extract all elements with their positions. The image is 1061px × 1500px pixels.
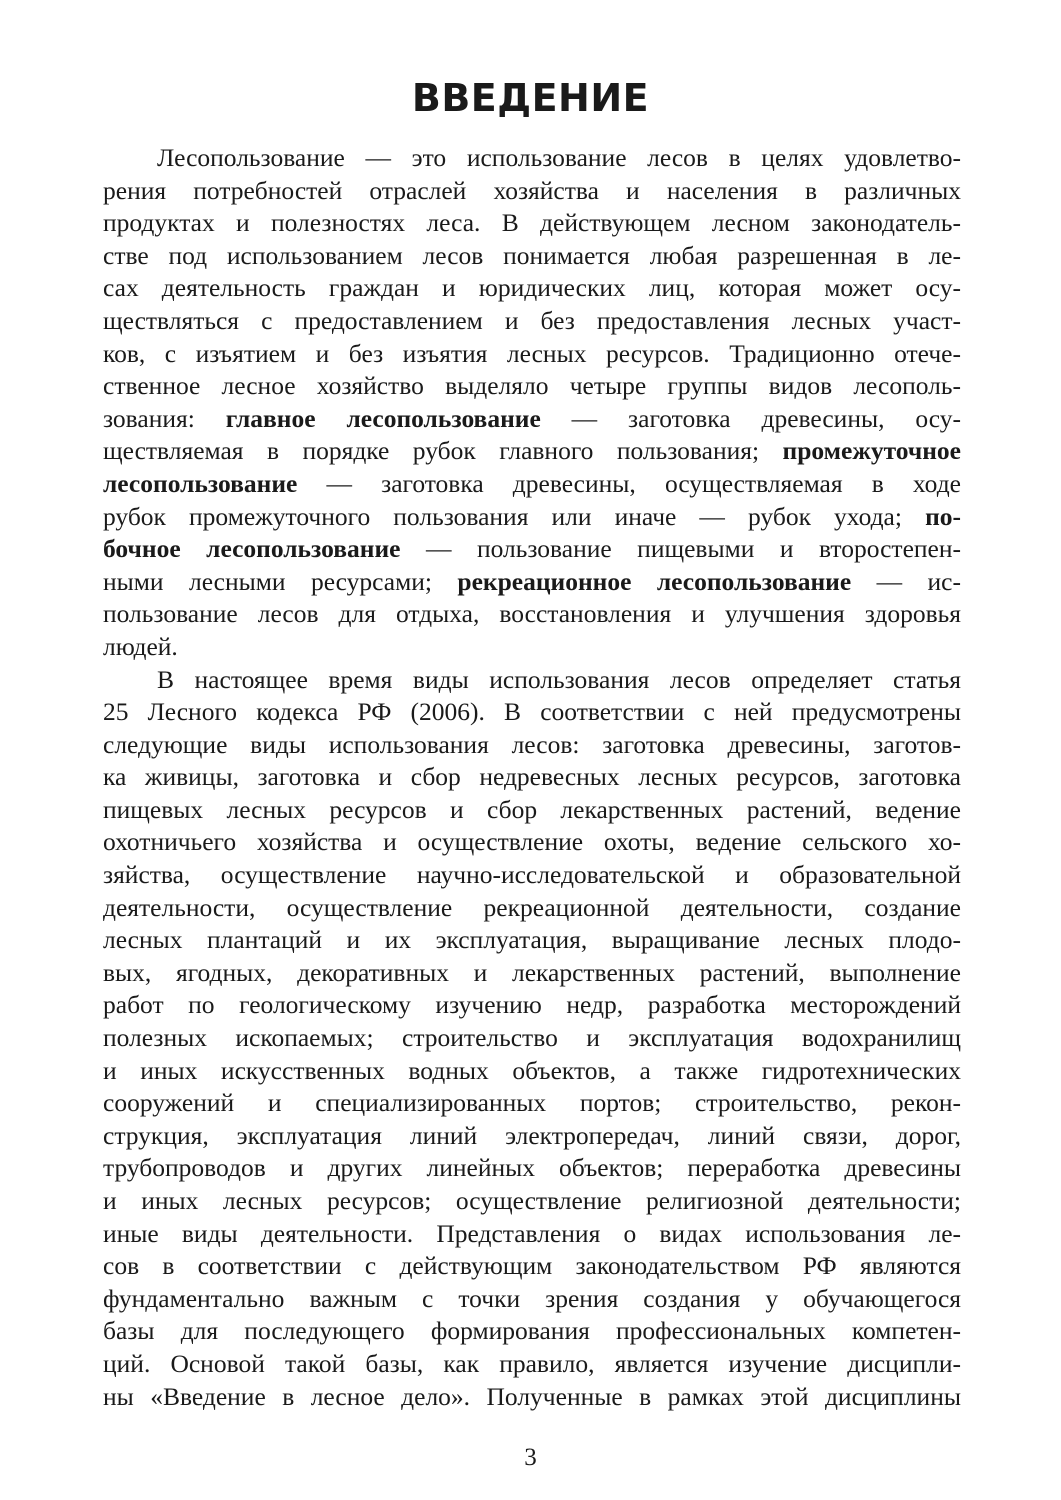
text-line <box>103 664 961 697</box>
text-line <box>103 305 961 338</box>
text-segment: и иных лесных ресурсов; осуществление религиозной деятельности; <box>103 1186 961 1215</box>
text-segment: ственное лесное хозяйство выделяло четыре группы видов лесополь- <box>103 371 961 401</box>
text-segment: лесных плантаций и их эксплуатация, выращивание лесных плодо- <box>103 925 961 955</box>
text-line <box>103 1348 961 1381</box>
text-segment: пищевых лесных ресурсов и сбор лекарственных растений, ведение <box>103 794 961 824</box>
text-segment: следующие виды использования лесов: заготовка древесины, заготов- <box>103 729 961 759</box>
text-segment: зования: <box>103 403 226 433</box>
text-line <box>103 533 961 566</box>
text-segment: ций. Основой такой базы, как правило, является изучение дисципли- <box>103 1348 961 1378</box>
text-line <box>103 566 961 599</box>
body-text <box>103 142 961 1413</box>
text-line <box>103 696 961 729</box>
page-title: ВВЕДЕНИЕ <box>411 76 650 120</box>
text-line <box>103 859 961 892</box>
text-segment: В настоящее время виды использования лесов определяет статья <box>157 664 961 694</box>
text-segment: иные виды деятельности. Представления о видах использования ле- <box>103 1218 961 1248</box>
text-segment: фундаментально важным с точки зрения создания у обучающегося <box>103 1283 961 1313</box>
text-line <box>103 1055 961 1088</box>
text-line <box>103 1218 961 1251</box>
text-line <box>103 957 961 990</box>
bold-term: бочное лесопользование <box>103 534 401 564</box>
text-segment: пользование лесов для отдыха, восстановления и улучшения здоровья <box>103 599 961 629</box>
text-line <box>103 468 961 501</box>
text-line <box>103 403 961 436</box>
text-line <box>103 1022 961 1055</box>
text-segment: сооружений и специализированных портов; строительство, рекон- <box>103 1088 961 1118</box>
text-segment: рения потребностей отраслей хозяйства и населения в различных <box>103 175 961 205</box>
text-line <box>103 826 961 859</box>
text-segment: сах деятельность граждан и юридических лиц, которая может осу- <box>103 273 961 303</box>
text-line <box>103 501 961 534</box>
text-line <box>103 761 961 794</box>
text-segment: полезных ископаемых; строительство и эксплуатация водохранилищ <box>103 1023 961 1053</box>
text-line <box>103 892 961 925</box>
text-line <box>103 1250 961 1283</box>
text-line <box>103 207 961 240</box>
text-segment: — ис- <box>851 566 961 596</box>
text-segment: ка живицы, заготовка и сбор недревесных лесных ресурсов, заготовка <box>103 762 961 792</box>
text-segment: зяйства, осуществление научно-исследовательской и образовательной <box>103 860 961 890</box>
text-line <box>103 272 961 305</box>
text-segment: охотничьего хозяйства и осуществление охоты, ведение сельского хо- <box>103 827 961 857</box>
text-segment: ными лесными ресурсами; <box>103 566 458 596</box>
text-line <box>103 370 961 403</box>
text-segment: — заготовка древесины, осуществляемая в ходе <box>297 468 961 498</box>
text-segment: деятельности, осуществление рекреационной деятельности, создание <box>103 892 961 922</box>
text-segment: стве под использованием лесов понимается любая разрешенная в ле- <box>103 240 961 270</box>
text-segment: ков, с изъятием и без изъятия лесных ресурсов. Традиционно отече- <box>103 338 961 368</box>
text-line <box>103 338 961 371</box>
bold-term: по- <box>925 501 961 531</box>
text-line <box>103 142 961 175</box>
text-segment: вых, ягодных, декоративных и лекарственных растений, выполнение <box>103 957 961 987</box>
text-segment: ны «Введение в лесное дело». Полученные в рамках этой дисциплины <box>103 1381 961 1411</box>
text-segment: сов в соответствии с действующим законодательством РФ являются <box>103 1251 961 1281</box>
text-line <box>103 175 961 208</box>
text-segment: базы для последующего формирования профессиональных компетен- <box>103 1316 961 1346</box>
bold-term: промежуточное <box>782 436 961 466</box>
bold-term: лесопользование <box>103 468 298 498</box>
text-line <box>103 1185 961 1218</box>
text-line <box>103 1087 961 1120</box>
text-segment: работ по геологическому изучению недр, разработка месторождений <box>103 990 961 1020</box>
text-line <box>103 1315 961 1348</box>
text-line <box>103 598 961 631</box>
text-segment: Лесопользование — это использование лесов в целях удовлетво- <box>157 143 961 172</box>
bold-term: главное лесопользование <box>225 403 541 433</box>
text-line <box>103 924 961 957</box>
text-segment: струкция, эксплуатация линий электропередач, линий связи, дорог, <box>103 1120 961 1150</box>
bold-term: рекреационное лесопользование <box>457 566 852 596</box>
text-line <box>103 240 961 273</box>
text-segment: ществляться с предоставлением и без предоставления лесных участ- <box>103 305 961 335</box>
text-segment: продуктах и полезностях леса. В действующем лесном законодатель- <box>103 208 961 238</box>
text-line <box>103 435 961 468</box>
text-line <box>103 1381 961 1414</box>
text-segment: ществляемая в порядке рубок главного пользования; <box>103 436 783 466</box>
text-segment: — заготовка древесины, осу- <box>540 403 961 433</box>
text-line <box>103 794 961 827</box>
page-number: 3 <box>524 1444 537 1471</box>
text-segment: рубок промежуточного пользования или иначе — рубок ухода; <box>103 501 926 531</box>
text-line <box>103 989 961 1022</box>
text-segment: и иных искусственных водных объектов, а также гидротехнических <box>103 1055 961 1085</box>
text-segment: людей. <box>103 631 178 661</box>
text-line <box>103 729 961 762</box>
text-line <box>103 631 961 664</box>
text-segment: трубопроводов и других линейных объектов; переработка древесины <box>103 1153 961 1183</box>
text-line <box>103 1120 961 1153</box>
text-line <box>103 1152 961 1185</box>
text-segment: 25 Лесного кодекса РФ (2006). В соответствии с ней предусмотрены <box>103 697 961 727</box>
text-line <box>103 1283 961 1316</box>
text-segment: — пользование пищевыми и второстепен- <box>400 534 961 564</box>
